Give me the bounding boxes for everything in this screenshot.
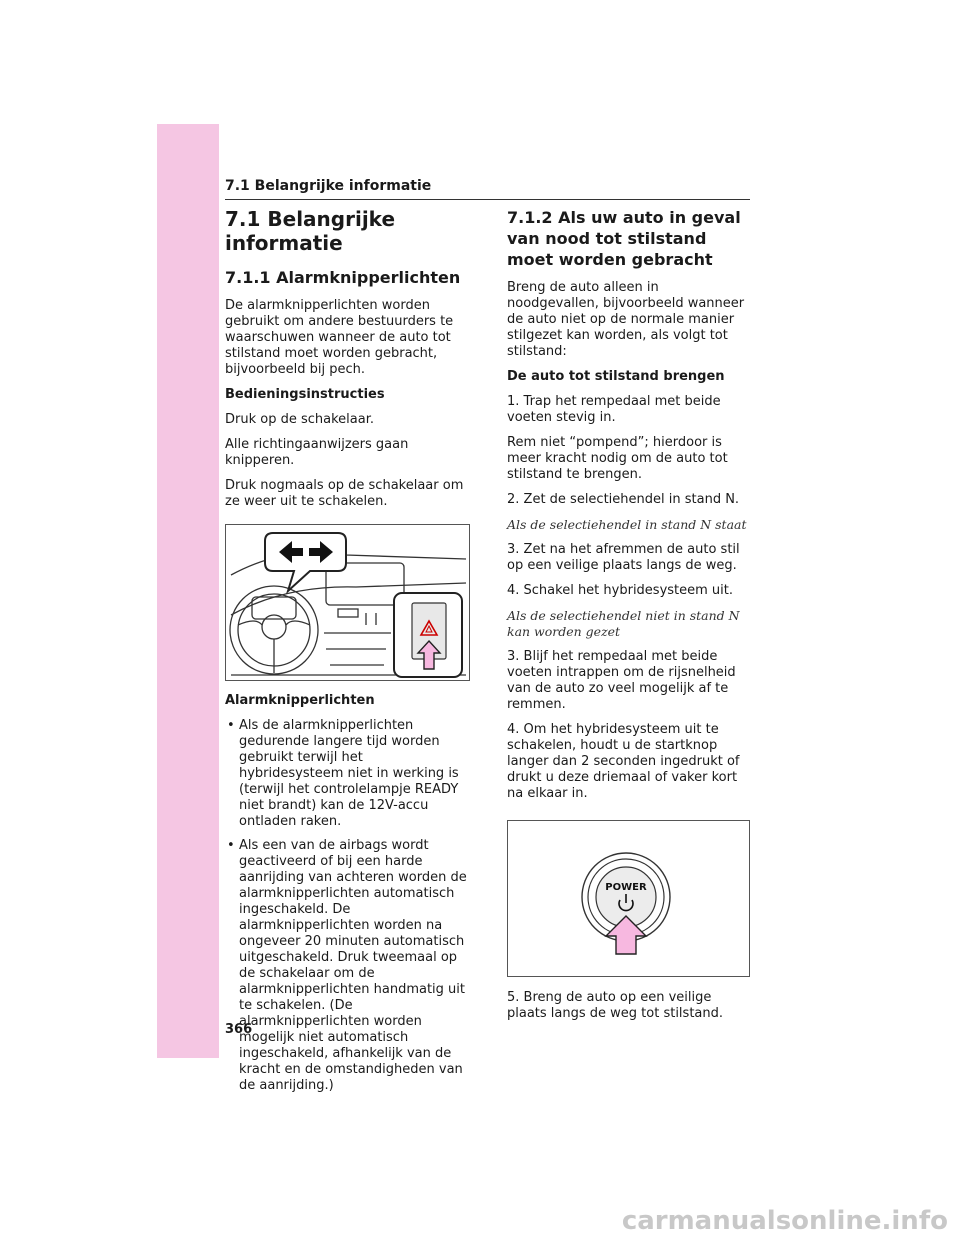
instruction-step: Druk op de schakelaar. <box>225 412 374 427</box>
page-number: 366 <box>225 1022 253 1037</box>
procedure-heading: De auto tot stilstand brengen <box>507 369 725 384</box>
procedure-step: 4. Om het hybridesysteem uit te schakelen, houdt u de startknop langer dan 2 seconden ingedrukt of drukt u deze driemaal of vaker kort na elkaar in. <box>507 722 740 801</box>
instruction-step: Alle richtingaanwijzers gaan knipperen. <box>225 437 409 468</box>
list-item: • Als een van de airbags wordt geactiveerd of bij een harde aanrijding van achteren worden de alarmknipperlichten automatisch ingeschakeld. De alarmknipperlichten worden na ongeveer 20 minuten automatisch uitgeschakeld. Druk tweemaal op de schakelaar om de alarmknipperlichten handmatig uit te schakelen. (De alarmknipperlichten worden mogelijk niet automatisch ingeschakeld, afhankelijk van de kracht en de omstandigheden van de aanrijding.) <box>227 838 467 1093</box>
procedure-step: 5. Breng de auto op een veilige plaats langs de weg tot stilstand. <box>507 990 724 1021</box>
procedure-step: 3. Zet na het afremmen de auto stil op een veilige plaats langs de weg. <box>507 542 740 573</box>
header-rule <box>225 199 750 200</box>
procedure-step: 2. Zet de selectiehendel in stand N. <box>507 492 740 507</box>
running-header: 7.1 Belangrijke informatie <box>225 178 432 194</box>
figure-caption: Alarmknipperlichten <box>225 693 375 708</box>
hazard-switch-inset <box>394 593 462 677</box>
condition-heading: Als de selectiehendel niet in stand N kan worden gezet <box>507 608 740 639</box>
subsection-title-emergency-stop: 7.1.2 Als uw auto in geval van nood tot stilstand moet worden gebracht <box>507 208 741 269</box>
watermark: carmanualsonline.info <box>621 1206 948 1236</box>
power-button-illustration <box>507 820 750 977</box>
power-button-drawing <box>508 821 749 976</box>
procedure-note: Rem niet “pompend”; hierdoor is meer kracht nodig om de auto tot stilstand te brengen. <box>507 435 728 482</box>
chapter-sidebar-tab <box>157 124 219 1058</box>
left-column <box>225 207 470 1102</box>
subsection-title-hazard-lights: 7.1.1 Alarmknipperlichten <box>225 268 461 287</box>
condition-heading: Als de selectiehendel in stand N staat <box>507 517 747 532</box>
dashboard-drawing <box>226 525 469 680</box>
dashboard-hazard-switch-illustration <box>225 524 470 681</box>
procedure-step: 4. Schakel het hybridesysteem uit. <box>507 583 734 598</box>
turn-signal-callout <box>265 533 346 591</box>
power-label: POWER <box>605 882 647 893</box>
right-column <box>507 207 752 1031</box>
list-item: • Als de alarmknipperlichten gedurende langere tijd worden gebruikt terwijl het hybridesysteem niet in werking is (terwijl het controlelampje READY niet brandt) kan de 12V-accu ontladen raken. <box>227 718 459 829</box>
procedure-step: 1. Trap het rempedaal met beide voeten stevig in. <box>507 394 721 425</box>
section-title: 7.1 Belangrijke informatie <box>225 207 396 255</box>
emergency-intro-paragraph: Breng de auto alleen in noodgevallen, bijvoorbeeld wanneer de auto niet op de normale manier stilgezet kan worden, als volgt tot stilstand: <box>507 280 745 359</box>
hazard-intro-paragraph: De alarmknipperlichten worden gebruikt om andere bestuurders te waarschuwen wanneer de auto tot stilstand moet worden gebracht, bijvoorbeeld bij pech. <box>225 298 454 377</box>
instructions-heading: Bedieningsinstructies <box>225 387 385 402</box>
instruction-step: Druk nogmaals op de schakelaar om ze weer uit te schakelen. <box>225 478 464 509</box>
hazard-notes-list <box>225 718 470 1094</box>
procedure-step: 3. Blijf het rempedaal met beide voeten intrappen om de rijsnelheid van de auto zo veel mogelijk af te remmen. <box>507 649 736 712</box>
